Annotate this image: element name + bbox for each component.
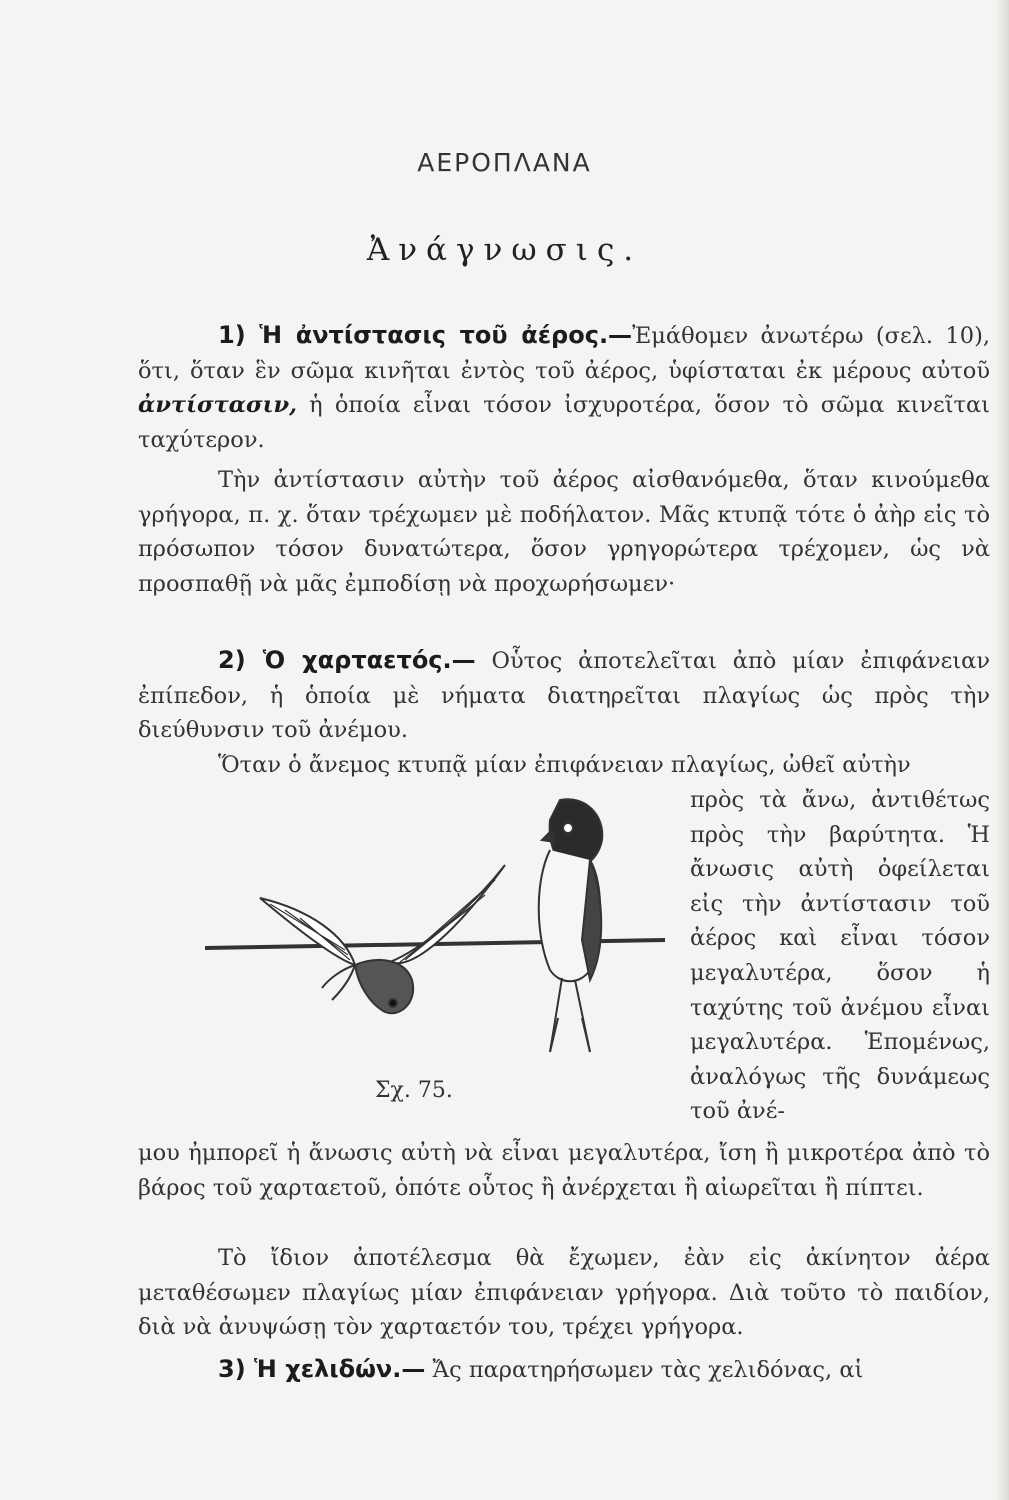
section-2-paragraph xyxy=(138,643,990,748)
page-edge xyxy=(995,0,1009,1500)
section-1-heading: 1) Ἡ ἀντίστασις τοῦ ἀέρος.— xyxy=(218,321,633,349)
section-2-paragraph-3: Τὸ ἴδιον ἀποτέλεσμα θὰ ἔχωμεν, ἐὰν εἰς ἀκίνητον ἀέρα μεταθέσωμεν πλαγίως μίαν ἐπιφάνειαν γρήγορα. Διὰ τοῦτο τὸ παιδίον, διὰ νὰ ἀνυψώσῃ τὸν χαρταετόν του, τρέχει γρήγορα. xyxy=(138,1245,990,1341)
chapter-title: Ἀνάγνωσις. xyxy=(366,232,643,268)
section-1-text-b: ἡ ὁποία εἶναι τόσον ἰσχυροτέρα, ὅσον τὸ σῶμα κινεῖται ταχύτερον. xyxy=(138,392,990,453)
section-1-paragraph xyxy=(138,318,990,457)
flying-swallow xyxy=(260,865,505,1013)
figure-caption: Σχ. 75. xyxy=(375,1078,453,1103)
swallows-icon xyxy=(150,790,670,1080)
section-3-text: Ἄς παρατηρήσωμεν τὰς χελιδόνας, αἱ xyxy=(425,1357,864,1383)
perched-swallow xyxy=(539,799,603,1052)
section-2-heading: 2) Ὁ χαρταετός.— xyxy=(218,646,476,674)
section-2-paragraph-2-lead: Ὅταν ὁ ἄνεμος κτυπᾷ μίαν ἐπιφάνειαν πλαγίως, ὠθεῖ αὐτὴν xyxy=(218,752,911,778)
swallows-illustration xyxy=(150,790,670,1080)
section-2-paragraph-2-tail: μου ἠμπορεῖ ἡ ἄνωσις αὐτὴ νὰ εἶναι μεγαλυτέρα, ἴση ἢ μικροτέρα ἀπὸ τὸ βάρος τοῦ χαρταετοῦ, ὁπότε οὗτος ἢ ἀνέρχεται ἢ αἰωρεῖται ἢ πίπτει. xyxy=(138,1140,990,1201)
section-1-paragraph-2: Τὴν ἀντίστασιν αὐτὴν τοῦ ἀέρος αἰσθανόμεθα, ὅταν κινούμεθα γρήγορα, π. χ. ὅταν τρέχωμεν μὲ ποδήλατον. Μᾶς κτυπᾷ τότε ὁ ἀὴρ εἰς τὸ πρόσωπον τόσον δυνατώτερα, ὅσον γρηγορώτερα τρέχομεν, ὡς νὰ προσπαθῇ νὰ μᾶς ἐμποδίσῃ νὰ προχωρήσωμεν· xyxy=(138,467,990,597)
section-2-text: Οὗτος ἀποτελεῖται ἀπὸ μίαν ἐπιφάνειαν ἐπίπεδον, ἡ ὁποία μὲ νήματα διατηρεῖται πλαγίως ὡς πρὸς τὴν διεύθυνσιν τοῦ ἀνέμου. xyxy=(138,648,991,744)
section-1-emphasis: ἀντίστασιν, xyxy=(138,392,297,419)
section-3-paragraph xyxy=(138,1352,990,1388)
section-3-heading: 3) Ἡ χελιδών.— xyxy=(218,1355,426,1383)
section-1-text-a: Ἐμάθομεν ἀνωτέρω (σελ. 10), ὅτι, ὅταν ἓν σῶμα κινῆται ἐντὸς τοῦ ἀέρος, ὑφίσταται ἐκ μέρους αὐτοῦ xyxy=(138,323,990,384)
section-2-wrap-text: πρὸς τὰ ἄνω, ἀντιθέτως πρὸς τὴν βαρύτητα. Ἡ ἄνωσις αὐτὴ ὀφείλεται εἰς τὴν ἀντίστασιν τοῦ ἀέρος καὶ εἶναι τόσον μεγαλυτέρα, ὅσον ἡ ταχύτης τοῦ ἀνέμου εἶναι μεγαλυτέρα. Ἑπομένως, ἀναλόγως τῆς δυνάμεως τοῦ ἀνέ- xyxy=(690,787,990,1125)
running-header: ΑΕΡΟΠΛΑΝΑ xyxy=(417,148,592,177)
